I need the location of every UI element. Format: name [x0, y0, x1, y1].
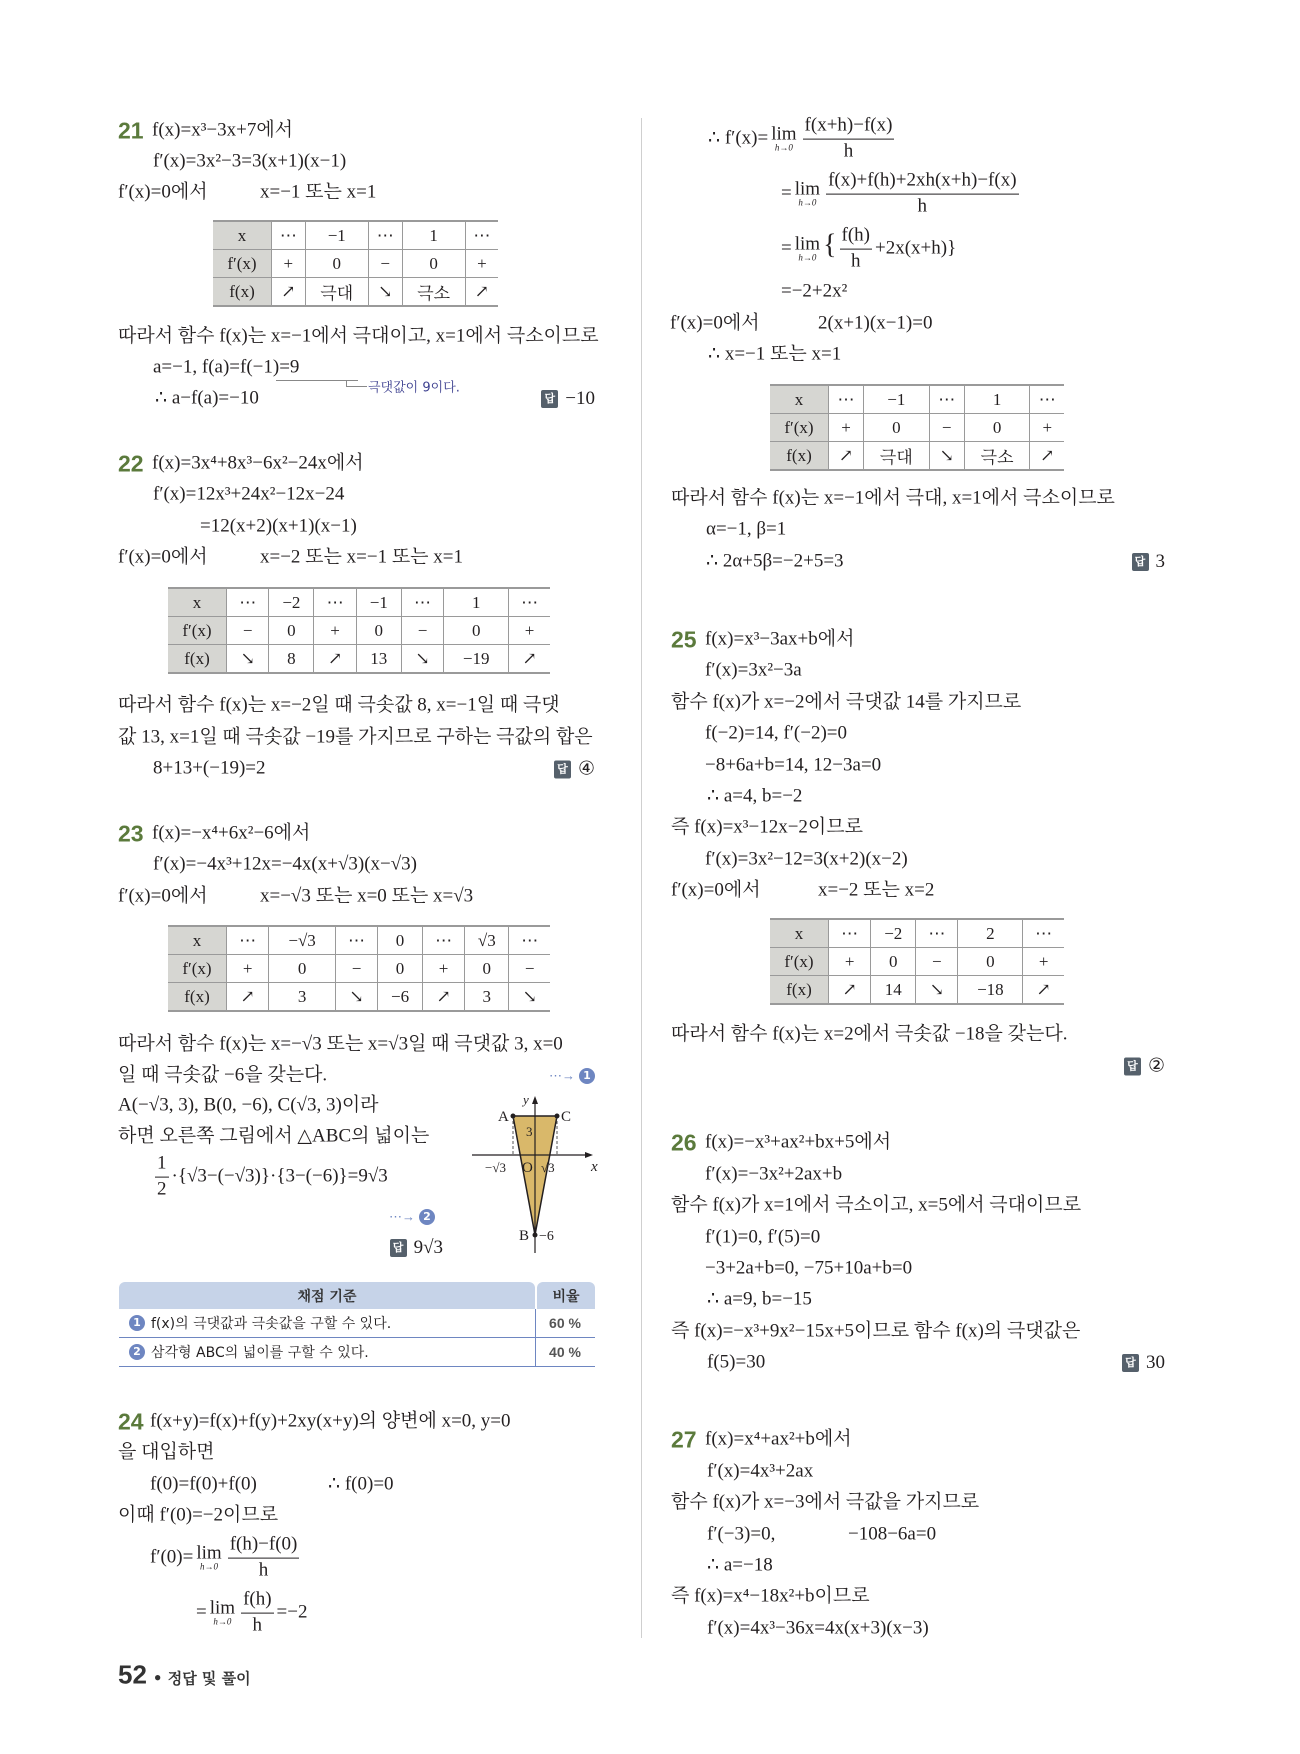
x-label: x: [591, 1159, 598, 1175]
note-text: 극댓값이 9이다.: [368, 380, 460, 396]
line: −8+6a+b=14, 12−3a=0: [705, 754, 882, 776]
numerator: f(x)+f(h)+2xh(x+h)−f(x): [826, 171, 1018, 195]
table-cell: ⋯: [314, 588, 356, 617]
fraction: [840, 226, 872, 273]
table-cell: −: [335, 955, 377, 983]
table-cell: +: [272, 250, 306, 278]
table-cell: ⋯: [509, 588, 550, 617]
line: x=−2 또는 x=2: [818, 879, 935, 901]
table-cell: ⋯: [227, 926, 269, 955]
table-row-header: x: [168, 588, 227, 617]
line: f(x)=x³−3ax+b에서: [705, 628, 855, 650]
lim-label: lim: [794, 234, 821, 255]
triangle-graph: [465, 1090, 605, 1260]
line: f′(x)=0에서: [671, 879, 761, 901]
table-row-header: f(x): [213, 278, 272, 307]
line: f(x+y)=f(x)+f(y)+2xy(x+y)의 양변에 x=0, y=0: [150, 1410, 511, 1432]
table-cell: 0: [871, 948, 916, 976]
lim-sub: h→0: [798, 198, 817, 208]
table-row: [168, 955, 550, 983]
table-cell: +: [509, 617, 550, 645]
variation-table-23: [168, 925, 550, 1012]
limit: [795, 235, 820, 263]
table-cell: −: [368, 250, 402, 278]
line: A(−√3, 3), B(0, −6), C(√3, 3)이라: [118, 1094, 379, 1116]
answer-value: −10: [565, 388, 595, 409]
table-cell: 0: [305, 250, 368, 278]
line: f(0)=f(0)+f(0): [150, 1473, 257, 1495]
line: f′(x)=−3x²+2ax+b: [705, 1163, 843, 1185]
line: α=−1, β=1: [706, 518, 787, 540]
fraction: [803, 116, 895, 163]
table-cell: 0: [964, 414, 1030, 442]
answer-value: 9√3: [413, 1237, 443, 1258]
numerator: f(h)−f(0): [228, 1535, 300, 1559]
numerator: f(x+h)−f(x): [803, 116, 895, 140]
formula-rest: ·{√3−(−√3)}·{3−(−6)}=9√3: [171, 1165, 388, 1187]
label-origin: O: [522, 1160, 533, 1176]
line: f′(x)=3x²−12=3(x+2)(x−2): [705, 848, 908, 870]
step-circle-icon: 1: [129, 1315, 145, 1331]
y-label: y: [523, 1092, 529, 1107]
grading-criteria-table: [119, 1282, 595, 1367]
fraction: [228, 1535, 300, 1582]
table-cell: −: [227, 617, 269, 645]
table-cell: −: [916, 948, 958, 976]
line: −3+2a+b=0, −75+10a+b=0: [705, 1257, 913, 1279]
table-cell: +: [1030, 414, 1064, 442]
grading-header-criteria: 채점 기준: [119, 1282, 535, 1309]
denominator: h: [843, 140, 854, 162]
marker-arrow-icon: ⋯→: [389, 1209, 415, 1224]
table-row: [770, 919, 1064, 948]
table-cell: ↘: [368, 278, 402, 307]
answer: [1124, 1055, 1165, 1078]
table-cell: ↗: [227, 983, 269, 1012]
answer-mark-icon: 답: [390, 1239, 407, 1257]
answer: [390, 1237, 443, 1259]
table-cell: 1: [964, 385, 1030, 414]
table-cell: ↗: [829, 976, 871, 1005]
table-cell: ↘: [335, 983, 377, 1012]
line: f′(x)=0에서: [118, 885, 208, 907]
table-row: [213, 221, 498, 250]
fraction: [826, 171, 1018, 218]
table-cell: ↗: [422, 983, 464, 1012]
line: x=−2 또는 x=−1 또는 x=1: [260, 546, 463, 568]
table-row: [168, 617, 550, 645]
problem-number-23: 23: [118, 820, 144, 847]
lim-label: lim: [794, 179, 821, 200]
table-row-header: x: [770, 919, 829, 948]
table-cell: ⋯: [509, 926, 550, 955]
table-cell: 13: [356, 645, 401, 674]
variation-table-22: [168, 587, 550, 674]
line: 함수 f(x)가 x=1에서 극소이고, x=5에서 극대이므로: [671, 1194, 1082, 1216]
table-cell: ↗: [509, 645, 550, 674]
table-row-header: f(x): [770, 976, 829, 1005]
problem-number-26: 26: [671, 1129, 697, 1156]
table-cell: ↘: [916, 976, 958, 1005]
table-cell: √3: [465, 926, 509, 955]
table-cell: −1: [356, 588, 401, 617]
table-row: [168, 983, 550, 1012]
table-cell: 0: [444, 617, 509, 645]
line: 값 13, x=1일 때 극솟값 −19를 가지므로 구하는 극값의 합은: [118, 726, 593, 748]
lim-sub: h→0: [213, 1617, 232, 1627]
label-b: B: [519, 1228, 530, 1244]
table-cell: ↗: [1023, 976, 1064, 1005]
table-row: [168, 588, 550, 617]
problem-number-21: 21: [118, 117, 144, 144]
limit-equation: [708, 116, 897, 163]
answer-mark-icon: 답: [1122, 1354, 1139, 1372]
line: ∴ a=4, b=−2: [707, 785, 803, 807]
answer-value: 3: [1155, 551, 1165, 572]
line: f(x)=x³−3x+7에서: [152, 119, 294, 141]
table-cell: ⋯: [929, 385, 964, 414]
table-cell: ⋯: [465, 221, 498, 250]
table-cell: +: [314, 617, 356, 645]
table-cell: ⋯: [368, 221, 402, 250]
problem-number-24: 24: [118, 1408, 144, 1435]
eq-prefix: =: [781, 182, 792, 204]
footer-label: • 정답 및 풀이: [152, 1669, 251, 1688]
table-row-header: f(x): [770, 442, 829, 471]
eq-suffix: =−2: [276, 1601, 308, 1623]
label-neg-sqrt3: −√3: [485, 1160, 506, 1175]
label-3: 3: [526, 1124, 533, 1139]
table-row: [770, 385, 1064, 414]
line: 즉 f(x)=−x³+9x²−15x+5이므로 함수 f(x)의 극댓값은: [671, 1320, 1081, 1342]
table-cell: ↗: [465, 278, 498, 307]
answer: [541, 388, 595, 410]
table-cell: 극소: [964, 442, 1030, 471]
fraction: [155, 1154, 169, 1201]
answer: [1132, 551, 1166, 573]
grading-row: [119, 1309, 595, 1338]
line: 함수 f(x)가 x=−2에서 극댓값 14를 가지므로: [671, 691, 1022, 713]
point-c: [555, 1114, 560, 1119]
lim-sub: h→0: [200, 1562, 219, 1572]
brace: {: [823, 229, 837, 261]
table-cell: 8: [269, 645, 314, 674]
line: 을 대입하면: [118, 1441, 215, 1463]
eq-prefix: =: [781, 237, 792, 259]
table-cell: −6: [378, 983, 423, 1012]
table-cell: 0: [269, 617, 314, 645]
table-row: [770, 976, 1064, 1005]
answer-mark-icon: 답: [1124, 1057, 1141, 1075]
table-cell: 0: [269, 955, 336, 983]
line: 함수 f(x)가 x=−3에서 극값을 가지므로: [671, 1491, 980, 1513]
table-row-header: f′(x): [168, 617, 227, 645]
table-cell: −1: [863, 385, 929, 414]
denominator: h: [851, 250, 861, 272]
eq-prefix: ∴ f′(x)=: [708, 127, 769, 149]
line: f(x)=−x⁴+6x²−6에서: [152, 822, 311, 844]
eq-suffix: +2x(x+h)}: [875, 237, 957, 259]
line: x=−√3 또는 x=0 또는 x=√3: [260, 885, 474, 907]
table-cell: ⋯: [829, 919, 871, 948]
column-divider: [641, 118, 642, 1638]
limit-equation: [781, 226, 956, 273]
table-row: [770, 442, 1064, 471]
line: f′(x)=12x³+24x²−12x−24: [153, 483, 345, 505]
denominator: h: [917, 195, 928, 217]
line: =12(x+2)(x+1)(x−1): [200, 515, 357, 537]
table-cell: 14: [871, 976, 916, 1005]
line: 2(x+1)(x−1)=0: [818, 312, 933, 334]
line: f′(x)=0에서: [118, 181, 208, 203]
table-cell: 0: [378, 955, 423, 983]
table-cell: 0: [958, 948, 1023, 976]
table-cell: 0: [465, 955, 509, 983]
table-cell: −: [509, 955, 550, 983]
numerator: f(h): [840, 226, 872, 250]
point-a: [511, 1114, 516, 1119]
table-cell: 2: [958, 919, 1023, 948]
line: x=−1 또는 x=1: [260, 181, 377, 203]
limit: [771, 125, 796, 153]
line: ∴ a−f(a)=−10: [155, 387, 259, 409]
variation-table-24: [770, 384, 1064, 471]
table-cell: −19: [444, 645, 509, 674]
table-cell: +: [465, 250, 498, 278]
table-cell: +: [1023, 948, 1064, 976]
table-cell: +: [829, 948, 871, 976]
answer: [1122, 1352, 1165, 1374]
table-row-header: f′(x): [770, 948, 829, 976]
denominator: h: [252, 1614, 263, 1636]
line: 즉 f(x)=x⁴−18x²+b이므로: [671, 1585, 870, 1607]
table-cell: ↗: [314, 645, 356, 674]
line: ∴ 2α+5β=−2+5=3: [706, 550, 844, 572]
table-cell: ↗: [829, 442, 864, 471]
table-cell: 극대: [863, 442, 929, 471]
table-cell: −: [401, 617, 443, 645]
line: −108−6a=0: [848, 1523, 937, 1545]
line: f′(x)=4x³+2ax: [707, 1460, 814, 1482]
criteria-text: f(x)의 극댓값과 극솟값을 구할 수 있다.: [151, 1316, 392, 1332]
table-cell: ⋯: [401, 588, 443, 617]
line: 따라서 함수 f(x)는 x=−√3 또는 x=√3일 때 극댓값 3, x=0: [118, 1033, 563, 1055]
table-row-header: f′(x): [770, 414, 829, 442]
answer-mark-icon: 답: [554, 760, 571, 778]
table-cell: +: [829, 414, 864, 442]
page-footer: [118, 1660, 251, 1691]
table-cell: 극대: [305, 278, 368, 307]
numerator: f(h): [241, 1590, 273, 1614]
line: ∴ f(0)=0: [328, 1473, 394, 1495]
answer-mark-icon: 답: [541, 390, 558, 408]
answer-mark-icon: 답: [1132, 553, 1149, 571]
label-neg6: −6: [539, 1229, 554, 1244]
label-sqrt3: √3: [541, 1160, 555, 1175]
limit: [210, 1599, 235, 1627]
eq-prefix: f′(0)=: [150, 1546, 194, 1568]
line: 따라서 함수 f(x)는 x=−1에서 극대이고, x=1에서 극소이므로: [118, 325, 599, 347]
line: 8+13+(−19)=2: [153, 757, 266, 779]
table-cell: 1: [402, 221, 465, 250]
problem-number-22: 22: [118, 450, 144, 477]
line: f(5)=30: [707, 1351, 766, 1373]
table-cell: 극소: [402, 278, 465, 307]
line: 이때 f′(0)=−2이므로: [118, 1504, 279, 1526]
line: f′(x)=−4x³+12x=−4x(x+√3)(x−√3): [153, 853, 418, 875]
x-axis-arrow-icon: [585, 1152, 593, 1158]
line: ∴ x=−1 또는 x=1: [708, 343, 842, 365]
lim-sub: h→0: [774, 143, 793, 153]
table-row-header: x: [770, 385, 829, 414]
table-row: [770, 414, 1064, 442]
eq-prefix: =: [196, 1601, 207, 1623]
line: f′(x)=3x²−3=3(x+1)(x−1): [153, 150, 347, 172]
table-cell: 3: [269, 983, 336, 1012]
lim-label: lim: [196, 1543, 222, 1564]
line: =−2+2x²: [781, 280, 848, 302]
line: f′(1)=0, f′(5)=0: [705, 1226, 821, 1248]
line: 일 때 극솟값 −6을 갖는다.: [118, 1064, 328, 1086]
table-cell: ⋯: [1023, 919, 1064, 948]
table-cell: −2: [871, 919, 916, 948]
table-row-header: x: [213, 221, 272, 250]
step-circle-icon: 1: [579, 1068, 595, 1084]
line: f′(x)=0에서: [670, 312, 760, 334]
line: f(−2)=14, f′(−2)=0: [705, 722, 847, 744]
answer-value: 30: [1146, 1352, 1165, 1373]
table-cell: 0: [863, 414, 929, 442]
table-row-header: f′(x): [168, 955, 227, 983]
table-cell: 1: [444, 588, 509, 617]
point-b: [533, 1233, 538, 1238]
problem-number-27: 27: [671, 1426, 697, 1453]
line: 즉 f(x)=x³−12x−2이므로: [671, 816, 863, 838]
line: f(x)=x⁴+ax²+b에서: [705, 1428, 852, 1450]
limit-equation: [781, 171, 1022, 218]
table-cell: ⋯: [916, 919, 958, 948]
table-cell: ↗: [272, 278, 306, 307]
table-cell: +: [227, 955, 269, 983]
line: f(x)=−x³+ax²+bx+5에서: [705, 1131, 892, 1153]
line: ∴ a=−18: [707, 1554, 773, 1576]
answer: [554, 758, 595, 781]
table-cell: 0: [378, 926, 423, 955]
denominator: 2: [157, 1178, 167, 1200]
label-a: A: [498, 1109, 509, 1125]
table-cell: ⋯: [829, 385, 864, 414]
table-row: [213, 250, 498, 278]
lim-label: lim: [209, 1598, 236, 1619]
table-cell: ↘: [401, 645, 443, 674]
line: ∴ a=9, b=−15: [707, 1288, 812, 1310]
table-cell: 0: [356, 617, 401, 645]
limit-equation: [150, 1535, 302, 1582]
limit: [196, 1544, 221, 1572]
table-row-header: f(x): [168, 645, 227, 674]
variation-table-21: [213, 220, 498, 307]
step-circle-icon: 2: [419, 1209, 435, 1225]
step-circle-icon: 2: [129, 1344, 145, 1360]
line: 하면 오른쪽 그림에서 △ABC의 넓이는: [118, 1125, 430, 1147]
problem-number-25: 25: [671, 626, 697, 653]
table-cell: ↘: [509, 983, 550, 1012]
line: f(x)=3x⁴+8x³−6x²−24x에서: [152, 452, 364, 474]
table-cell: +: [422, 955, 464, 983]
table-cell: −√3: [269, 926, 336, 955]
grading-row: [119, 1338, 595, 1367]
numerator: 1: [155, 1154, 169, 1178]
answer-value: ④: [577, 758, 595, 780]
limit-equation: [196, 1590, 307, 1637]
denominator: h: [258, 1559, 269, 1581]
table-cell: ↗: [1030, 442, 1064, 471]
line: a=−1, f(a)=f(−1)=9: [153, 356, 300, 378]
answer-value: ②: [1147, 1055, 1165, 1077]
table-row: [770, 948, 1064, 976]
table-cell: ⋯: [422, 926, 464, 955]
line: 따라서 함수 f(x)는 x=2에서 극솟값 −18을 갖는다.: [671, 1023, 1068, 1045]
fraction: [241, 1590, 273, 1637]
table-row: [213, 278, 498, 307]
line: 따라서 함수 f(x)는 x=−2일 때 극솟값 8, x=−1일 때 극댓: [118, 694, 560, 716]
line: f′(x)=0에서: [118, 546, 208, 568]
table-cell: ⋯: [272, 221, 306, 250]
table-cell: −: [929, 414, 964, 442]
grading-header-ratio: 비율: [537, 1282, 595, 1309]
marker-arrow-icon: ⋯→: [549, 1068, 575, 1083]
lim-label: lim: [771, 124, 797, 145]
line: f′(x)=4x³−36x=4x(x+3)(x−3): [707, 1617, 929, 1639]
line: f′(x)=3x²−3a: [705, 659, 802, 681]
line: f′(−3)=0,: [707, 1523, 776, 1545]
table-row-header: f′(x): [213, 250, 272, 278]
label-c: C: [561, 1109, 572, 1125]
table-cell: 3: [465, 983, 509, 1012]
table-row-header: f(x): [168, 983, 227, 1012]
step-marker-1: [549, 1068, 595, 1084]
ratio-value: 40 %: [535, 1338, 594, 1366]
table-cell: ↘: [227, 645, 269, 674]
table-cell: −18: [958, 976, 1023, 1005]
table-cell: ↘: [929, 442, 964, 471]
area-formula: [152, 1154, 388, 1201]
y-axis-arrow-icon: [532, 1096, 538, 1104]
limit: [795, 180, 820, 208]
note-bracket-tail: [346, 381, 367, 387]
table-cell: 0: [402, 250, 465, 278]
ratio-value: 60 %: [535, 1309, 594, 1337]
table-cell: ⋯: [335, 926, 377, 955]
table-row: [168, 645, 550, 674]
criteria-text: 삼각형 ABC의 넓이를 구할 수 있다.: [151, 1345, 369, 1361]
variation-table-25: [770, 918, 1064, 1005]
line: 따라서 함수 f(x)는 x=−1에서 극대, x=1에서 극소이므로: [671, 487, 1115, 509]
table-cell: ⋯: [227, 588, 269, 617]
step-marker-2: [389, 1209, 435, 1225]
table-cell: −2: [269, 588, 314, 617]
lim-sub: h→0: [798, 253, 817, 263]
table-row-header: x: [168, 926, 227, 955]
table-cell: −1: [305, 221, 368, 250]
table-cell: ⋯: [1030, 385, 1064, 414]
page-number: 52: [118, 1659, 147, 1690]
table-row: [168, 926, 550, 955]
